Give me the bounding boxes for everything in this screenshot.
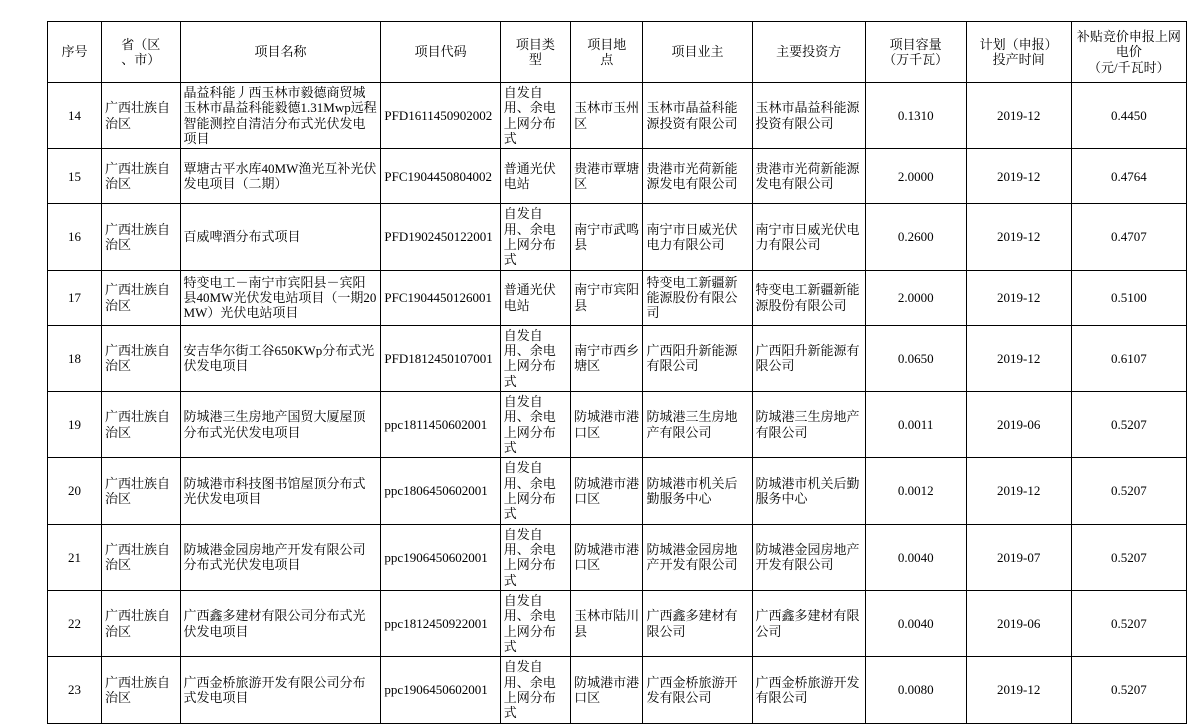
- cell-capacity: 0.0011: [865, 391, 966, 457]
- cell-project-name: 安吉华尔街工谷650KWp分布式光伏发电项目: [180, 325, 381, 391]
- cell-investor: 广西鑫多建材有限公司: [752, 590, 865, 656]
- cell-project-type: 自发自用、余电上网分布式: [500, 524, 570, 590]
- cell-index: 20: [48, 458, 102, 524]
- cell-project-type: 自发自用、余电上网分布式: [500, 657, 570, 723]
- cell-investor: 广西金桥旅游开发有限公司: [752, 657, 865, 723]
- cell-investor: 防城港三生房地产有限公司: [752, 391, 865, 457]
- cell-project-name: 广西鑫多建材有限公司分布式光伏发电项目: [180, 590, 381, 656]
- cell-price: 0.5207: [1071, 524, 1186, 590]
- cell-index: 22: [48, 590, 102, 656]
- cell-price: 0.5207: [1071, 458, 1186, 524]
- cell-operation-time: 2019-12: [966, 204, 1071, 270]
- cell-location: 玉林市陆川县: [571, 590, 643, 656]
- cell-province: 广西壮族自治区: [102, 524, 181, 590]
- cell-index: 21: [48, 524, 102, 590]
- cell-location: 防城港市港口区: [571, 458, 643, 524]
- table-row: [48, 325, 1187, 391]
- cell-index: 16: [48, 204, 102, 270]
- cell-investor: 南宁市日威光伏电力有限公司: [752, 204, 865, 270]
- cell-investor: 防城港金园房地产开发有限公司: [752, 524, 865, 590]
- table-header-row: [48, 22, 1187, 83]
- cell-project-code: ppc1906450602001: [381, 657, 500, 723]
- column-header-owner: 项目业主: [643, 22, 752, 83]
- cell-owner: 广西鑫多建材有限公司: [643, 590, 752, 656]
- cell-owner: 特变电工新疆新能源股份有限公司: [643, 270, 752, 325]
- cell-location: 南宁市西乡塘区: [571, 325, 643, 391]
- cell-project-name: 防城港市科技图书馆屋顶分布式光伏发电项目: [180, 458, 381, 524]
- cell-owner: 防城港金园房地产开发有限公司: [643, 524, 752, 590]
- cell-province: 广西壮族自治区: [102, 458, 181, 524]
- column-header-capacity: 项目容量 （万千瓦）: [865, 22, 966, 83]
- cell-index: 23: [48, 657, 102, 723]
- cell-province: 广西壮族自治区: [102, 270, 181, 325]
- cell-project-code: ppc1906450602001: [381, 524, 500, 590]
- cell-project-code: ppc1812450922001: [381, 590, 500, 656]
- cell-capacity: 0.0012: [865, 458, 966, 524]
- cell-project-type: 自发自用、余电上网分布式: [500, 204, 570, 270]
- cell-location: 防城港市港口区: [571, 391, 643, 457]
- cell-project-code: PFD1812450107001: [381, 325, 500, 391]
- cell-project-type: 自发自用、余电上网分布式: [500, 391, 570, 457]
- cell-price: 0.4764: [1071, 149, 1186, 204]
- column-header-project-type: 项目类 型: [500, 22, 570, 83]
- cell-project-code: ppc1811450602001: [381, 391, 500, 457]
- cell-owner: 南宁市日威光伏电力有限公司: [643, 204, 752, 270]
- cell-operation-time: 2019-12: [966, 149, 1071, 204]
- cell-province: 广西壮族自治区: [102, 204, 181, 270]
- cell-capacity: 0.0080: [865, 657, 966, 723]
- cell-capacity: 2.0000: [865, 270, 966, 325]
- cell-price: 0.6107: [1071, 325, 1186, 391]
- cell-operation-time: 2019-12: [966, 270, 1071, 325]
- cell-operation-time: 2019-07: [966, 524, 1071, 590]
- cell-index: 19: [48, 391, 102, 457]
- cell-operation-time: 2019-06: [966, 590, 1071, 656]
- cell-project-type: 普通光伏电站: [500, 270, 570, 325]
- cell-investor: 广西阳升新能源有限公司: [752, 325, 865, 391]
- cell-owner: 玉林市晶益科能源投资有限公司: [643, 83, 752, 149]
- cell-capacity: 0.0040: [865, 524, 966, 590]
- cell-capacity: 0.0040: [865, 590, 966, 656]
- cell-capacity: 0.2600: [865, 204, 966, 270]
- cell-project-type: 自发自用、余电上网分布式: [500, 590, 570, 656]
- cell-owner: 防城港市机关后勤服务中心: [643, 458, 752, 524]
- column-header-project-code: 项目代码: [381, 22, 500, 83]
- cell-operation-time: 2019-12: [966, 83, 1071, 149]
- cell-project-type: 自发自用、余电上网分布式: [500, 325, 570, 391]
- cell-project-name: 特变电工－南宁市宾阳县－宾阳县40MW光伏发电站项目（一期20MW）光伏电站项目: [180, 270, 381, 325]
- cell-location: 防城港市港口区: [571, 524, 643, 590]
- cell-investor: 防城港市机关后勤服务中心: [752, 458, 865, 524]
- cell-location: 贵港市覃塘区: [571, 149, 643, 204]
- column-header-index: 序号: [48, 22, 102, 83]
- cell-index: 14: [48, 83, 102, 149]
- cell-province: 广西壮族自治区: [102, 657, 181, 723]
- column-header-price: 补贴竞价申报上网 电价 （元/千瓦时）: [1071, 22, 1186, 83]
- table-row: [48, 391, 1187, 457]
- cell-project-name: 防城港三生房地产国贸大厦屋顶分布式光伏发电项目: [180, 391, 381, 457]
- cell-operation-time: 2019-12: [966, 325, 1071, 391]
- cell-owner: 防城港三生房地产有限公司: [643, 391, 752, 457]
- cell-province: 广西壮族自治区: [102, 590, 181, 656]
- cell-project-name: 防城港金园房地产开发有限公司分布式光伏发电项目: [180, 524, 381, 590]
- cell-operation-time: 2019-12: [966, 458, 1071, 524]
- column-header-operation-time: 计划（申报） 投产时间: [966, 22, 1071, 83]
- cell-investor: 贵港市光荷新能源发电有限公司: [752, 149, 865, 204]
- cell-province: 广西壮族自治区: [102, 325, 181, 391]
- cell-province: 广西壮族自治区: [102, 149, 181, 204]
- table-row: [48, 149, 1187, 204]
- cell-price: 0.5207: [1071, 657, 1186, 723]
- project-table: [47, 21, 1187, 724]
- cell-owner: 贵港市光荷新能源发电有限公司: [643, 149, 752, 204]
- cell-index: 17: [48, 270, 102, 325]
- cell-province: 广西壮族自治区: [102, 391, 181, 457]
- table-row: [48, 524, 1187, 590]
- cell-price: 0.4450: [1071, 83, 1186, 149]
- column-header-investor: 主要投资方: [752, 22, 865, 83]
- cell-price: 0.5100: [1071, 270, 1186, 325]
- cell-capacity: 0.0650: [865, 325, 966, 391]
- cell-project-code: PFC1904450126001: [381, 270, 500, 325]
- cell-investor: 玉林市晶益科能源投资有限公司: [752, 83, 865, 149]
- cell-project-name: 覃塘古平水库40MW渔光互补光伏发电项目（二期）: [180, 149, 381, 204]
- column-header-location: 项目地 点: [571, 22, 643, 83]
- cell-project-code: PFD1611450902002: [381, 83, 500, 149]
- cell-index: 15: [48, 149, 102, 204]
- cell-price: 0.5207: [1071, 590, 1186, 656]
- cell-operation-time: 2019-12: [966, 657, 1071, 723]
- cell-index: 18: [48, 325, 102, 391]
- cell-location: 南宁市宾阳县: [571, 270, 643, 325]
- table-row: [48, 270, 1187, 325]
- cell-operation-time: 2019-06: [966, 391, 1071, 457]
- cell-location: 防城港市港口区: [571, 657, 643, 723]
- cell-project-name: 晶益科能丿西玉林市毅德商贸城 玉林市晶益科能毅德1.31Mwp远程智能测控自清洁分布式光伏发电项目: [180, 83, 381, 149]
- table-row: [48, 83, 1187, 149]
- cell-price: 0.5207: [1071, 391, 1186, 457]
- cell-price: 0.4707: [1071, 204, 1186, 270]
- cell-capacity: 2.0000: [865, 149, 966, 204]
- cell-project-type: 自发自用、余电上网分布式: [500, 83, 570, 149]
- table-row: [48, 458, 1187, 524]
- table-row: [48, 590, 1187, 656]
- cell-investor: 特变电工新疆新能源股份有限公司: [752, 270, 865, 325]
- table-body: [48, 83, 1187, 724]
- table-row: [48, 657, 1187, 723]
- cell-project-type: 普通光伏电站: [500, 149, 570, 204]
- cell-location: 南宁市武鸣县: [571, 204, 643, 270]
- cell-owner: 广西金桥旅游开发有限公司: [643, 657, 752, 723]
- cell-project-code: PFD1902450122001: [381, 204, 500, 270]
- cell-project-name: 百威啤酒分布式项目: [180, 204, 381, 270]
- cell-project-type: 自发自用、余电上网分布式: [500, 458, 570, 524]
- cell-project-name: 广西金桥旅游开发有限公司分布式发电项目: [180, 657, 381, 723]
- column-header-province: 省（区 、市）: [102, 22, 181, 83]
- table-row: [48, 204, 1187, 270]
- table-header: [48, 22, 1187, 83]
- cell-project-code: ppc1806450602001: [381, 458, 500, 524]
- cell-project-code: PFC1904450804002: [381, 149, 500, 204]
- cell-capacity: 0.1310: [865, 83, 966, 149]
- column-header-project-name: 项目名称: [180, 22, 381, 83]
- cell-location: 玉林市玉州区: [571, 83, 643, 149]
- cell-owner: 广西阳升新能源有限公司: [643, 325, 752, 391]
- cell-province: 广西壮族自治区: [102, 83, 181, 149]
